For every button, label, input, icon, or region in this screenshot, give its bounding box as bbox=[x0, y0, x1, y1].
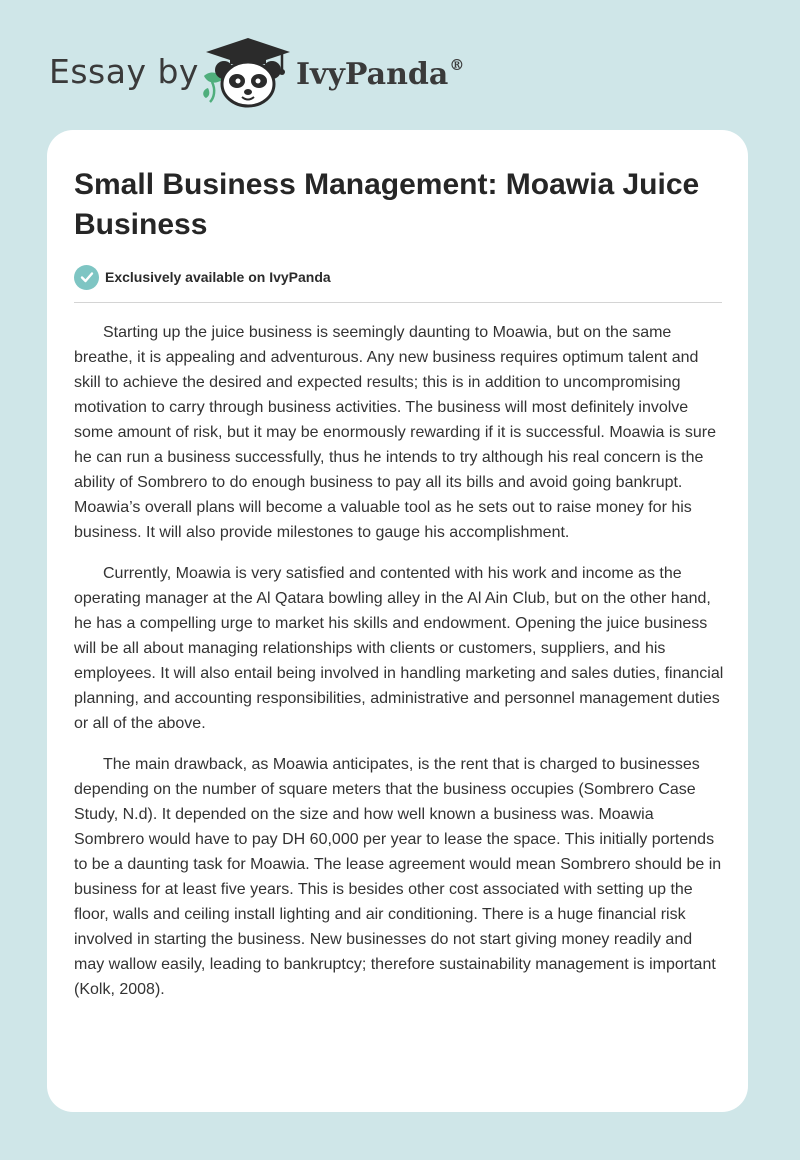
panda-graduate-icon[interactable] bbox=[200, 36, 296, 110]
exclusive-badge bbox=[74, 264, 331, 290]
divider bbox=[74, 302, 722, 303]
brand-name[interactable] bbox=[296, 56, 464, 92]
exclusive-badge-text: Exclusively available on IvyPanda bbox=[105, 269, 331, 285]
check-circle-icon bbox=[74, 265, 99, 290]
registered-mark: ® bbox=[449, 56, 465, 74]
essay-by-label: Essay by bbox=[49, 52, 199, 91]
page-title: Small Business Management: Moawia Juice Business bbox=[74, 168, 700, 241]
paragraph: Currently, Moawia is very satisfied and contented with his work and income as the operating manager at the Al Qatara bowling alley in the Al Ain Club, but on the other hand, he has a compelling urge to market his skills and endowment. Opening the juice business will be all about managing relationships with clients or customers, suppliers, and his employees. It will also entail being involved in handling marketing and sales duties, financial planning, and accounting responsibilities, administrative and personnel management duties or all of the above. bbox=[74, 565, 724, 732]
site-header bbox=[0, 0, 800, 130]
paragraph: The main drawback, as Moawia anticipates, is the rent that is charged to businesses depending on the number of square meters that the business occupies (Sombrero Case Study, N.d). It depended on the size and how well known a business was. Moawia Sombrero would have to pay DH 60,000 per year to lease the space. This initially portends to be a daunting task for Moawia. The lease agreement would mean Sombrero should be in business for at least five years. This is besides other cost associated with setting up the floor, walls and ceiling install lighting and air conditioning. There is a huge financial risk involved in starting the business. New businesses do not start giving money readily and may wallow easily, leading to bankruptcy; therefore sustainability management is important (Kolk, 2008). bbox=[74, 756, 722, 998]
article-body bbox=[74, 320, 726, 1018]
brand-label: IvyPanda bbox=[296, 57, 449, 92]
paragraph: Starting up the juice business is seemingly daunting to Moawia, but on the same breathe, it is appealing and adventurous. Any new business requires optimum talent and skill to achieve the desired and expected results; this is in addition to uncompromising motivation to carry through business activities. The business will most definitely involve some amount of risk, but it may be enormously rewarding if it is successful. Moawia is sure he can run a business successfully, thus he intends to try although his real concern is the ability of Sombrero to do enough business to pay all its bills and avoid going bankrupt. Moawia’s overall plans will become a valuable tool as he sets out to raise money for his business. It will also provide milestones to gauge his accomplishment. bbox=[74, 324, 717, 541]
article-card bbox=[47, 130, 748, 1112]
